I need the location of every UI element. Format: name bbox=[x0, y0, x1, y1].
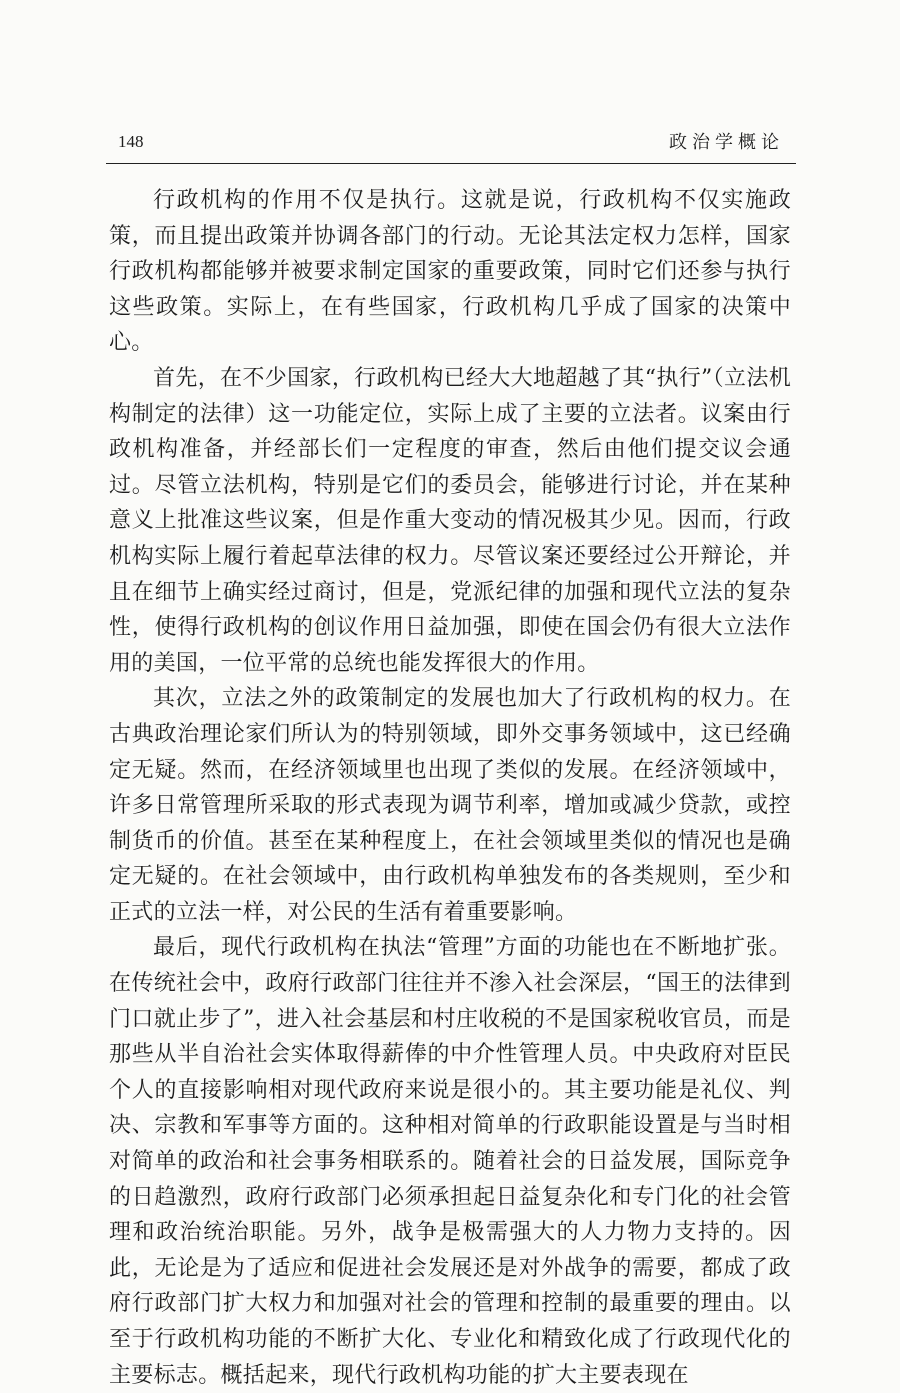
paragraph: 行政机构的作用不仅是执行。这就是说，行政机构不仅实施政策，而且提出政策并协调各部门的行动。无论其法定权力怎样，国家行政机构都能够并被要求制定国家的重要政策，同时它们还参与执行这些政策。实际上，在有些国家，行政机构几乎成了国家的决策中心。 bbox=[109, 188, 791, 356]
paragraph: 其次，立法之外的政策制定的发展也加大了行政机构的权力。在古典政治理论家们所认为的特别领域，即外交事务领域中，这已经确定无疑。然而，在经济领域里也出现了类似的发展。在经济领域中，许多日常管理所采取的形式表现为调节利率，增加或减少贷款，或控制货币的价值。甚至在某种程度上，在社会领域里类似的情况也是确定无疑的。在社会领域中，由行政机构单独发布的各类规则，至少和正式的立法一样，对公民的生活有着重要影响。 bbox=[109, 686, 791, 925]
paragraph: 最后，现代行政机构在执法“管理”方面的功能也在不断地扩张。在传统社会中，政府行政部门往往并不渗入社会深层，“国王的法律到门口就止步了”，进入社会基层和村庄收税的不是国家税收官员，而是那些从半自治社会实体取得薪俸的中介性管理人员。中央政府对臣民个人的直接影响相对现代政府来说是很小的。其主要功能是礼仪、判决、宗教和军事等方面的。这种相对简单的行政职能设置是与当时相对简单的政治和社会事务相联系的。随着社会的日益发展，国际竞争的日趋激烈，政府行政部门必须承担起日益复杂化和专门化的社会管理和政治统治职能。另外，战争是极需强大的人力物力支持的。因此，无论是为了适应和促进社会发展还是对外战争的需要，都成了政府行政部门扩大权力和加强对社会的管理和控制的最重要的理由。以至于行政机构功能的不断扩大化、专业化和精致化成了行政现代化的主要标志。概括起来，现代行政机构功能的扩大主要表现在 bbox=[109, 935, 791, 1388]
running-title: 政治学概论 bbox=[669, 132, 784, 153]
paragraph: 首先，在不少国家，行政机构已经大大地超越了其“执行”（立法机构制定的法律）这一功能定位，实际上成了主要的立法者。议案由行政机构准备，并经部长们一定程度的审查，然后由他们提交议会通过。尽管立法机构，特别是它们的委员会，能够进行讨论，并在某种意义上批准这些议案，但是作重大变动的情况极其少见。因而，行政机构实际上履行着起草法律的权力。尽管议案还要经过公开辩论，并且在细节上确实经过商讨，但是，党派纪律的加强和现代立法的复杂性，使得行政机构的创议作用日益加强，即使在国会仍有很大立法作用的美国，一位平常的总统也能发挥很大的作用。 bbox=[109, 365, 791, 676]
body-text bbox=[109, 183, 791, 1393]
header-rule bbox=[106, 163, 796, 164]
page-header bbox=[106, 124, 796, 164]
page-number: 148 bbox=[118, 132, 144, 151]
